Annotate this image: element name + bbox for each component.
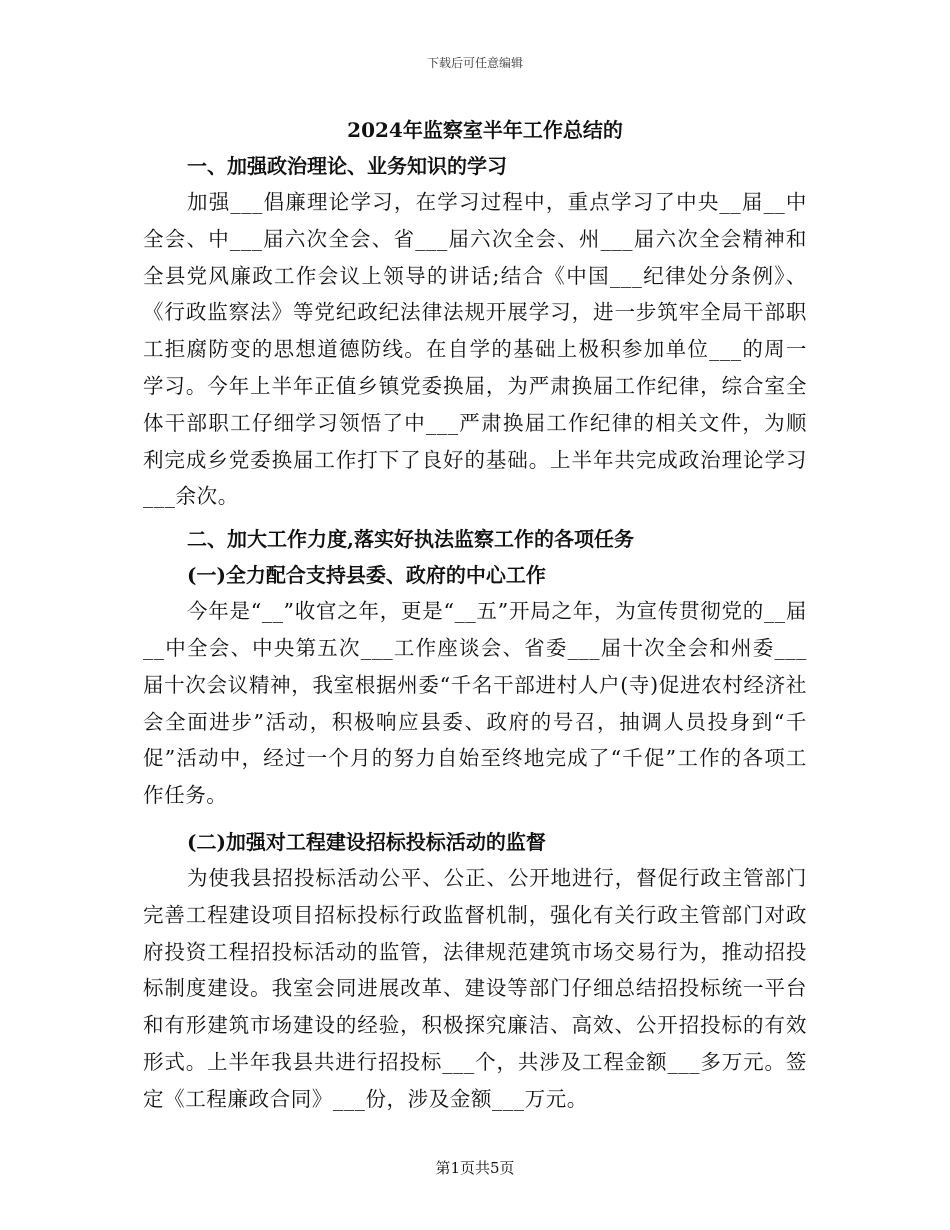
section-2-heading: 二、加大工作力度,落实好执法监察工作的各项任务 [187,527,634,552]
page-footer: 第1页共5页 [435,1159,515,1177]
section-2-2-heading: (二)加强对工程建设招标投标活动的监督 [187,829,546,854]
section-2-1-paragraph: 今年是“__”收官之年，更是“__五”开局之年，为宣传贯彻党的__届__中全会、中央第五次___工作座谈会、省委___届十次全会和州委___届十次会议精神，我室根据州委“千名干部进村人户(寺)促进农村经济社会全面进步”活动，积极响应县委、政府的号召，抽调人员投身到“千促”活动中，经过一个月的努力自始至终地完成了“千促”工作的各项工作任务。 [143,599,807,808]
document-body [143,112,807,1118]
section-1-heading: 一、加强政治理论、业务知识的学习 [187,154,507,178]
page-header: 下载后可任意编辑 [426,56,523,70]
section-1-paragraph: 加强___倡廉理论学习，在学习过程中，重点学习了中央__届__中全会、中___届六次全会、省___届六次全会、州___届六次全会精神和全县党风廉政工作会议上领导的讲话;结合《中国___纪律处分条例》、《行政监察法》等党纪政纪法律法规开展学习，进一步筑牢全局干部职工拒腐防变的思想道德防线。在自学的基础上极积参加单位___的周一学习。今年上半年正值乡镇党委换届，为严肃换届工作纪律，综合室全体干部职工仔细学习领悟了中___严肃换届工作纪律的相关文件，为顺利完成乡党委换届工作打下了良好的基础。上半年共完成政治理论学习___余次。 [143,190,807,509]
section-2-2-paragraph: 为使我县招投标活动公平、公正、公开地进行，督促行政主管部门完善工程建设项目招标投标行政监督机制，强化有关行政主管部门对政府投资工程招投标活动的监管，法律规范建筑市场交易行为，推动招投标制度建设。我室会同进展改革、建设等部门仔细总结招投标统一平台和有形建筑市场建设的经验，积极探究廉洁、高效、公开招投标的有效形式。上半年我县共进行招投标___个，共涉及工程金额___多万元。签定《工程廉政合同》___份，涉及金额___万元。 [143,865,807,1111]
document-title: 2024年监察室半年工作总结的 [347,118,623,142]
section-2-1-heading: (一)全力配合支持县委、政府的中心工作 [187,563,546,588]
